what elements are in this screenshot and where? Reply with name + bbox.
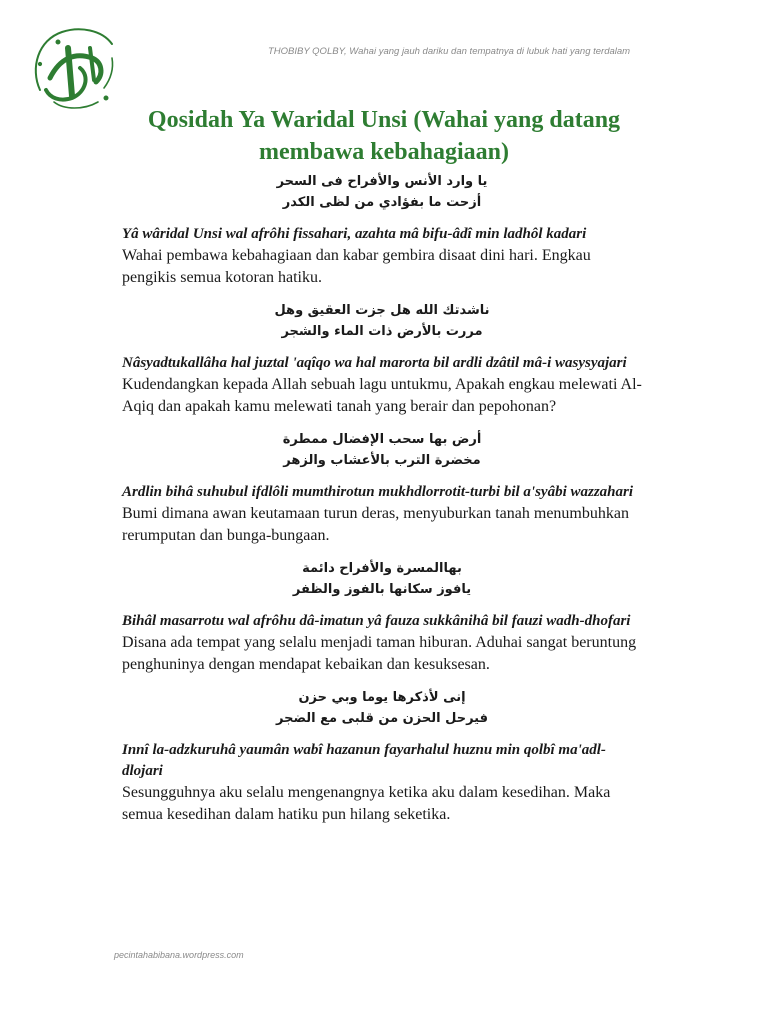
arabic-line: مخضرة الترب بالأعشاب والزهر — [283, 453, 481, 468]
transliteration: Innî la-adzkuruhâ yaumân wabî hazanun fayarhalul huznu min qolbî ma'adl-dlojari — [122, 742, 606, 779]
translation: Disana ada tempat yang selalu menjadi taman hiburan. Aduhai sangat beruntung penghuninya dengan mendapat kebaikan dan kesuksesan. — [122, 634, 637, 673]
arabic-line: ناشدتك الله هل جزت العقيق وهل — [274, 303, 490, 318]
arabic-line: يافوز سكانها بالفوز والظفر — [292, 582, 472, 597]
arabic-couplet — [122, 171, 642, 213]
muhammad-calligraphy-logo — [20, 18, 126, 118]
arabic-couplet — [122, 687, 642, 729]
arabic-couplet — [122, 300, 642, 342]
transliteration: Yâ wâridal Unsi wal afrôhi fissahari, azahta mâ bifu-âdî min ladhôl kadari — [122, 226, 587, 242]
arabic-line: إنى لأذكرها يوما وبي حزن — [298, 690, 466, 705]
translation: Wahai pembawa kebahagiaan dan kabar gembira disaat dini hari. Engkau pengikis semua kotoran hatiku. — [122, 247, 591, 286]
verse-4 — [122, 558, 642, 676]
arabic-line: بهاالمسرة والأفراح دائمة — [302, 561, 462, 576]
header-note: THOBIBY QOLBY, Wahai yang jauh dariku dan tempatnya di lubuk hati yang terdalam — [268, 46, 631, 57]
arabic-couplet — [122, 429, 642, 471]
arabic-line: مررت بالأرض ذات الماء والشجر — [281, 324, 483, 339]
arabic-line: أزحت ما بفؤادي من لظى الكدر — [282, 195, 482, 210]
verse-1 — [122, 171, 642, 289]
arabic-couplet — [122, 558, 642, 600]
transliteration: Ardlin bihâ suhubul ifdlôli mumthirotun mukhdlorrotit-turbi bil a'syâbi wazzahari — [122, 484, 634, 500]
translation: Kudendangkan kepada Allah sebuah lagu untukmu, Apakah engkau melewati Al-Aqiq dan apakah kamu melewati tanah yang berair dan pepohonan? — [122, 376, 642, 415]
arabic-line: أرض بها سحب الإفضال ممطرة — [282, 432, 482, 447]
arabic-line: يا وارد الأنس والأفراح فى السحر — [276, 174, 488, 189]
verse-2 — [122, 300, 642, 418]
arabic-line: فيرحل الحزن من قلبى مع الضجر — [276, 711, 488, 726]
page-title: Qosidah Ya Waridal Unsi (Wahai yang datang membawa kebahagiaan) — [147, 107, 621, 165]
transliteration: Bihâl masarrotu wal afrôhu dâ-imatun yâ fauza sukkânihâ bil fauzi wadh-dhofari — [122, 613, 631, 629]
translation: Bumi dimana awan keutamaan turun deras, menyuburkan tanah menumbuhkan rerumputan dan bunga-bungaan. — [122, 505, 629, 544]
verses-container — [122, 171, 642, 837]
transliteration: Nâsyadtukallâha hal juztal 'aqîqo wa hal marorta bil ardli dzâtil mâ-i wasysyajari — [122, 355, 627, 371]
verse-3 — [122, 429, 642, 547]
footer-url: pecintahabibana.wordpress.com — [114, 950, 244, 960]
translation: Sesungguhnya aku selalu mengenangnya ketika aku dalam kesedihan. Maka semua kesedihan dalam hatiku pun hilang seketika. — [122, 784, 611, 823]
verse-5 — [122, 687, 642, 826]
